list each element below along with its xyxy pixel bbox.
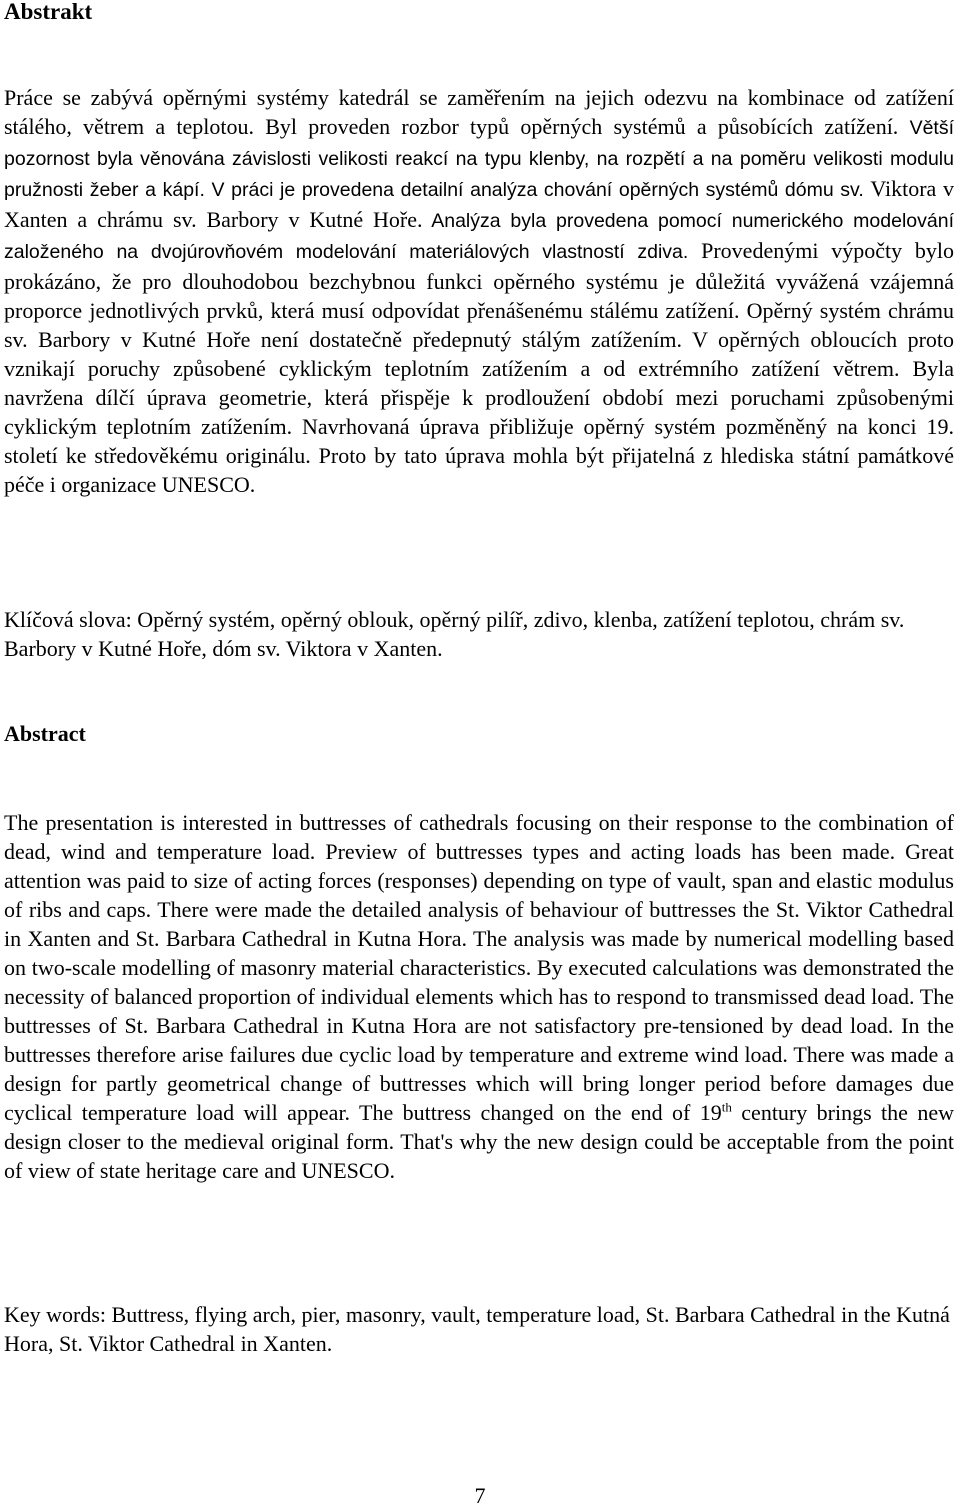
english-keywords: Key words: Buttress, flying arch, pier, masonry, vault, temperature load, St. Barbara Cathedral in the Kutná Hora, St. Viktor Cathedral in Xanten. — [4, 1302, 950, 1356]
czech-abstract-text-4: Viktora v Xanten a chrámu sv. Barbory v Kutné Hoře. — [4, 176, 954, 232]
czech-abstract-text-6: Provedenými výpočty bylo prokázáno, že pro dlouhodobou bezchybnou funkci opěrného systému je důležitá vyvážená vzájemná proporce jednotlivých prvků, která musí odpovídat přenášenému stálému zatížení. Opěrný systém chrámu sv. — [4, 238, 954, 352]
czech-abstract-paragraph — [4, 83, 954, 499]
czech-abstract-heading: Abstrakt — [4, 0, 93, 24]
czech-abstract-text-7: Barbory v Kutné Hoře není dostatečně předepnutý stálým zatížením. — [38, 327, 683, 352]
english-abstract-paragraph — [4, 808, 954, 1185]
english-abstract-heading: Abstract — [4, 721, 86, 746]
czech-keywords: Klíčová slova: Opěrný systém, opěrný oblouk, opěrný pilíř, zdivo, klenba, zatížení teplotou, chrám sv. Barbory v Kutné Hoře, dóm sv. Viktora v Xanten. — [4, 607, 905, 661]
page-number: 7 — [474, 1483, 486, 1508]
english-abstract-text-2: century brings the new design closer to the medieval original form. That's why the new design could be acceptable from the point of view of state heritage care and UNESCO. — [4, 1100, 954, 1183]
czech-abstract-text-8: V opěrných obloucích proto vznikají poruchy způsobené cyklickým teplotním zatížením a od extrémního zatížení větrem. Byla navržena dílčí úprava geometrie, která přispěje k prodloužení období mezi poruchami způsobenými cyklickým teplotním zatížením. Navrhovaná úprava přibližuje opěrný systém pozměněný na konci 19. století ke středověkému originálu. Proto by tato úprava mohla být přijatelná z hlediska státní památkové péče i organizace UNESCO. — [4, 327, 955, 497]
czech-abstract-text-5: Analýza byla provedena pomocí numerického modelování založeného na dvojúrovňovém modelování materiálových vlastností zdiva. — [4, 210, 954, 263]
ordinal-superscript: th — [721, 1099, 732, 1115]
english-abstract-text-1: The presentation is interested in buttresses of cathedrals focusing on their response to the combination of dead, wind and temperature load. Preview of buttresses types and acting loads has been made. Great attention was paid to size of acting forces (responses) depending on type of vault, span and elastic modulus of ribs and caps. There were made the detailed analysis of behaviour of buttresses the St. Viktor Cathedral in Xanten and St. Barbara Cathedral in Kutna Hora. The analysis was made by numerical modelling based on two-scale modelling of masonry material characteristics. By executed calculations was demonstrated the necessity of balanced proportion of individual elements which has to respond to transmissed dead load. The buttresses of St. Barbara Cathedral in Kutna Hora are not satisfactory pre-tensioned by dead load. In the buttresses therefore arise failures due cyclic load by temperature and extreme wind load. There was made a design for partly geometrical change of buttresses which will bring longer period before damages due cyclical temperature load will appear. The buttress changed on the end of 19 — [4, 810, 954, 1125]
czech-abstract-text-2: Větší pozornost byla věnována závislosti velikosti reakcí na typu klenby, na rozpětí a na poměru velikosti modulu pružnosti žeber a kápí. — [4, 117, 954, 201]
czech-abstract-text-3: V práci je provedena detailní analýza chování opěrných systémů dómu sv. — [204, 179, 871, 201]
czech-abstract-text-1: Práce se zabývá opěrnými systémy katedrál se zaměřením na jejich odezvu na kombinace od zatížení stálého, větrem a teplotou. Byl proveden rozbor typů opěrných systémů a působících zatížení. — [4, 85, 954, 139]
